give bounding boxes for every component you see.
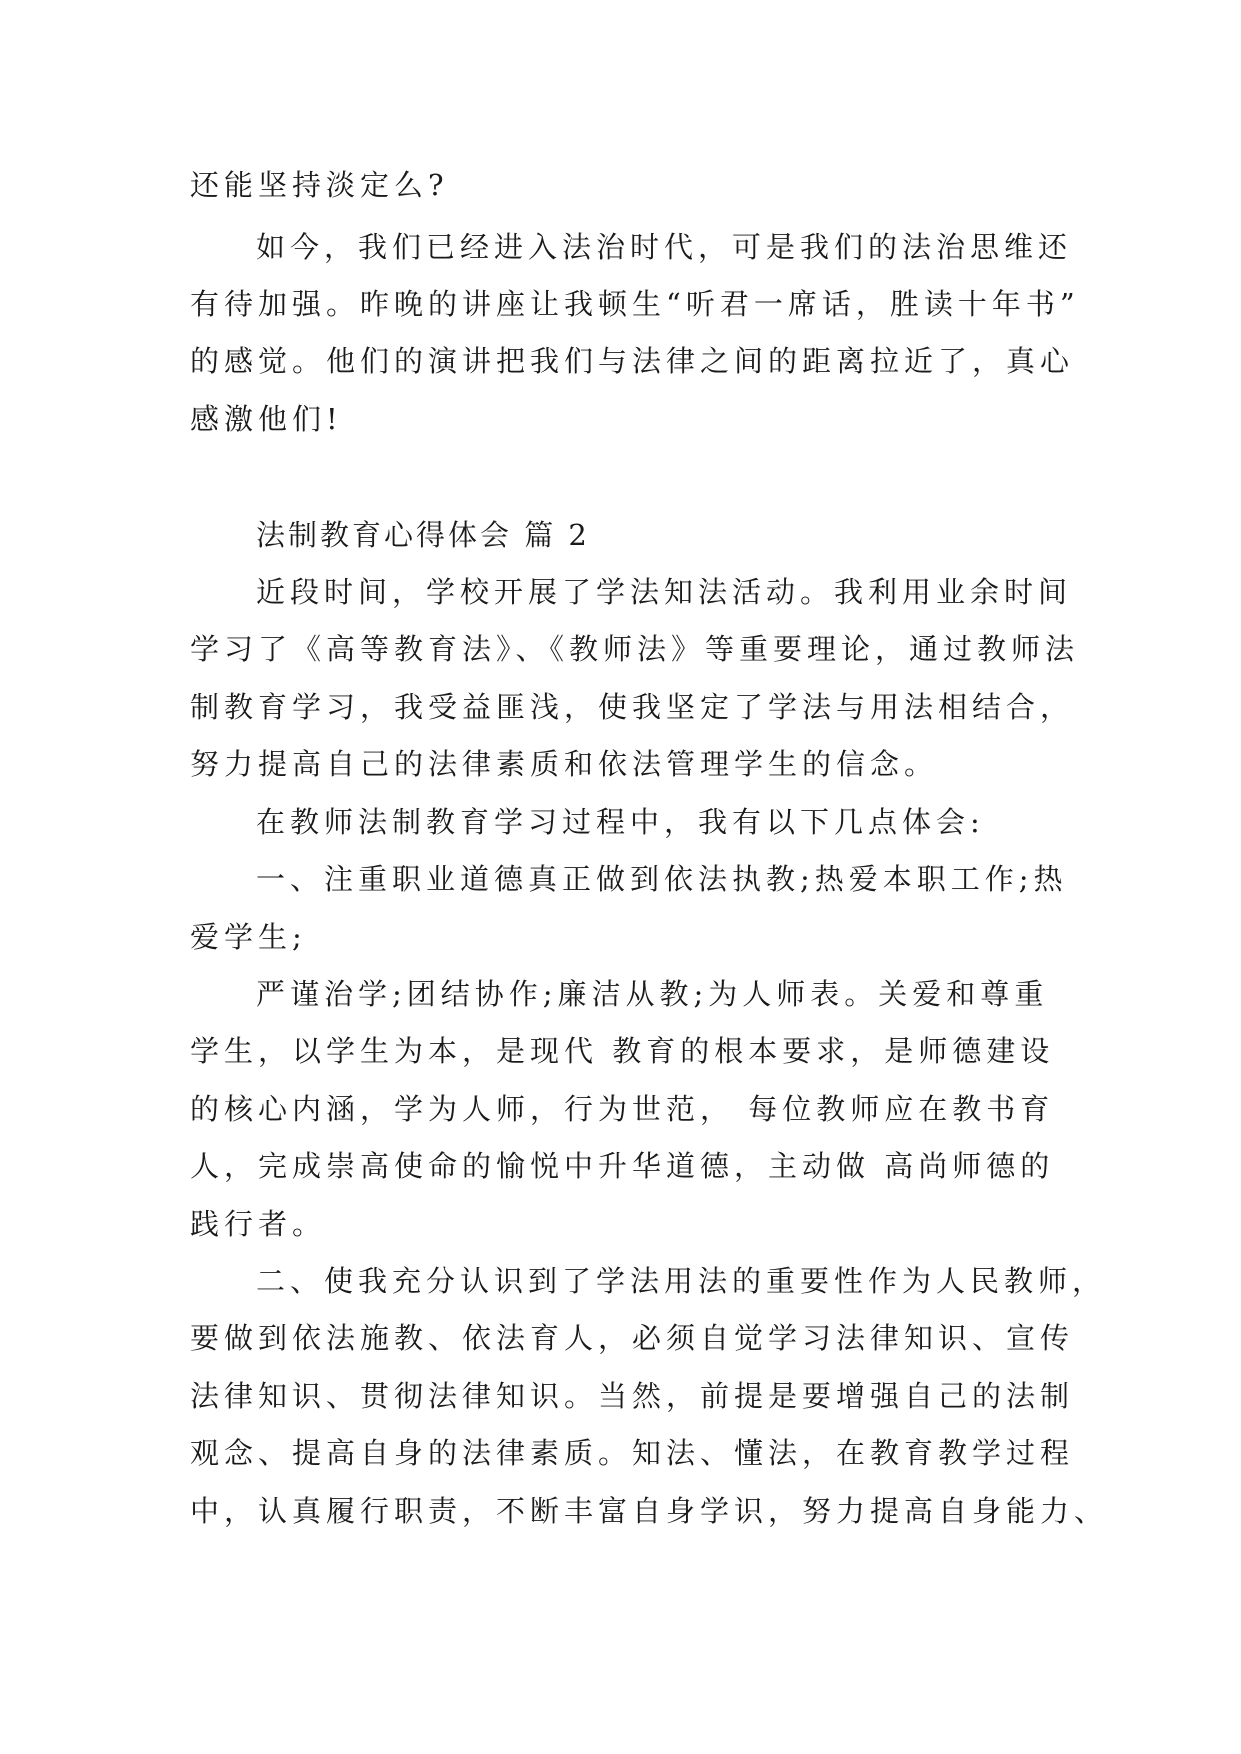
text-line: 如今，我们已经进入法治时代，可是我们的法治思维还	[256, 230, 1073, 264]
text-line: 践行者。	[190, 1207, 327, 1241]
text-line: 近段时间，学校开展了学法知法活动。我利用业余时间	[256, 575, 1073, 609]
text-line: 人，完成崇高使命的愉悦中升华道德，主动做 高尚师德的	[190, 1149, 1055, 1183]
text-line: 的核心内涵，学为人师，行为世范， 每位教师应在教书育	[190, 1092, 1055, 1126]
text-line: 制教育学习，我受益匪浅，使我坚定了学法与用法相结合，	[190, 690, 1075, 724]
text-line: 中，认真履行职责，不断丰富自身学识，努力提高自身能力、	[190, 1494, 1109, 1528]
text-line: 严谨治学;团结协作;廉洁从教;为人师表。关爱和尊重	[256, 977, 1049, 1011]
text-line: 有待加强。昨晚的讲座让我顿生“听君一席话，胜读十年书”	[190, 287, 1080, 321]
section-title: 法制教育心得体会 篇 2	[256, 518, 590, 552]
text-line: 要做到依法施教、依法育人，必须自觉学习法律知识、宣传	[190, 1321, 1075, 1355]
text-line: 一、注重职业道德真正做到依法执教;热爱本职工作;热	[256, 862, 1068, 896]
text-line: 法律知识、贯彻法律知识。当然，前提是要增强自己的法制	[190, 1379, 1075, 1413]
text-line: 观念、提高自身的法律素质。知法、懂法，在教育教学过程	[190, 1436, 1075, 1470]
text-line: 努力提高自己的法律素质和依法管理学生的信念。	[190, 747, 939, 781]
text-line: 还能坚持淡定么?	[190, 168, 449, 202]
text-line: 爱学生;	[190, 920, 307, 954]
text-line: 二、使我充分认识到了学法用法的重要性作为人民教师，	[256, 1264, 1107, 1298]
text-line: 的感觉。他们的演讲把我们与法律之间的距离拉近了，真心	[190, 344, 1075, 378]
text-line: 感激他们!	[190, 402, 343, 436]
text-line: 在教师法制教育学习过程中，我有以下几点体会:	[256, 805, 985, 839]
text-line: 学习了《高等教育法》、《教师法》等重要理论，通过教师法	[190, 632, 1080, 666]
text-line: 学生，以学生为本，是现代 教育的根本要求，是师德建设	[190, 1034, 1055, 1068]
